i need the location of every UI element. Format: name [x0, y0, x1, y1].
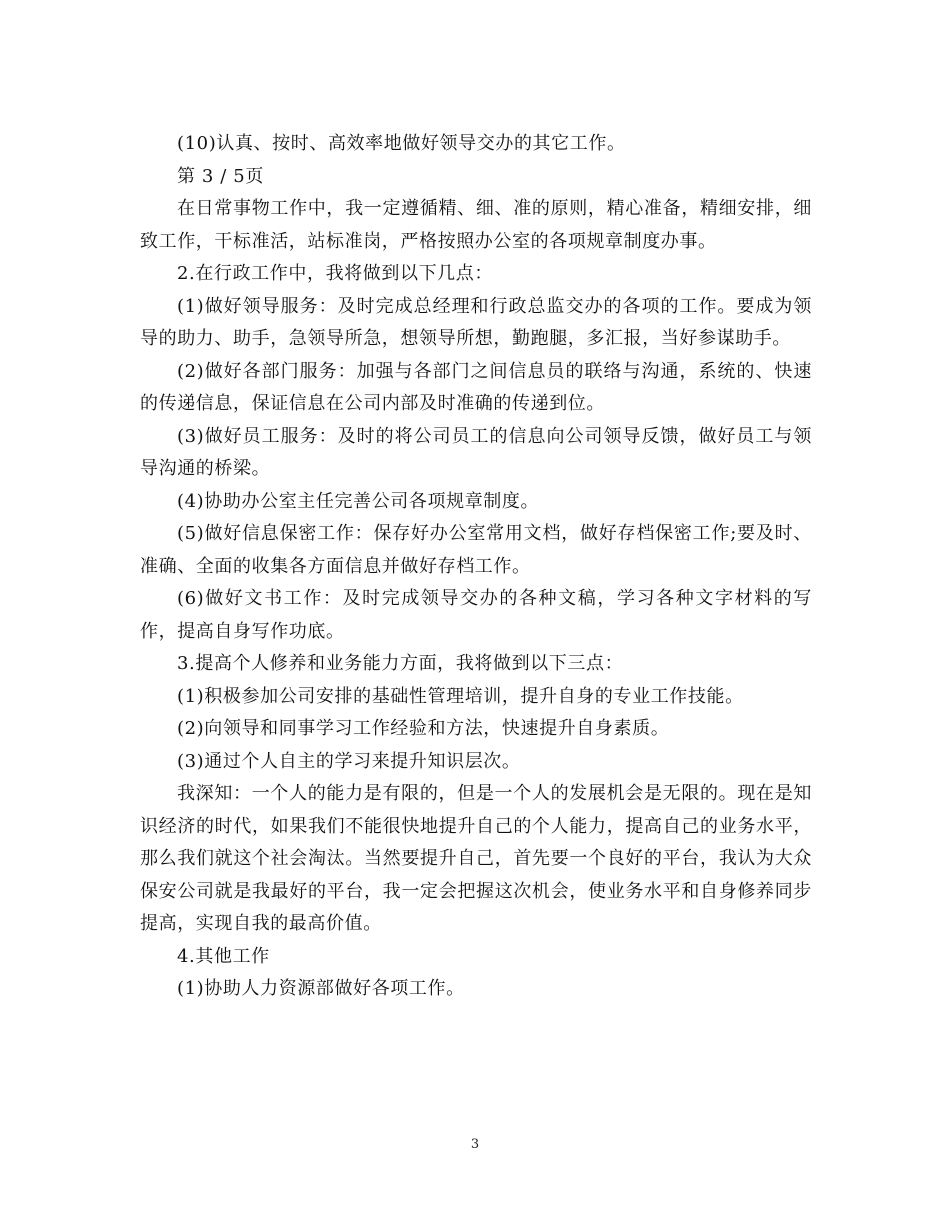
paragraph-self-study: (3)通过个人自主的学习来提升知识层次。 [177, 750, 521, 772]
paragraph-staff-service: (3)做好员工服务：及时的将公司员工的信息向公司领导反馈，做好员工与领导沟通的桥梁。 [140, 425, 812, 479]
paragraph-confidentiality: (5)做好信息保密工作：保存好办公室常用文档，做好存档保密工作;要及时、准确、全面的收集各方面信息并做好存档工作。 [140, 523, 812, 577]
paragraph-learn-from-colleagues: (2)向领导和同事学习工作经验和方法，快速提升自身素质。 [177, 718, 670, 739]
paragraph-section-3-heading: 3.提高个人修养和业务能力方面，我将做到以下三点： [177, 653, 624, 674]
paragraph-reflection: 我深知：一个人的能力是有限的，但是一个人的发展机会是无限的。现在是知识经济的时代，如果我们不能很快地提升自己的个人能力，提高自己的业务水平，那么我们就这个社会淘汰。当然要提升自己，首先要一个良好的平台，我认为大众保安公司就是我最好的平台，我一定会把握这次机会，使业务水平和自身修养同步提高，实现自我的最高价值。 [140, 783, 812, 934]
paragraph-section-4-heading: 4.其他工作 [177, 945, 270, 967]
page-number: 3 [470, 1137, 480, 1152]
paragraph-task-10: (10)认真、按时、高效率地做好领导交办的其它工作。 [177, 133, 626, 154]
paragraph-section-2-heading: 2.在行政工作中，我将做到以下几点： [177, 263, 493, 284]
paragraph-hr-assist: (1)协助人力资源部做好各项工作。 [177, 978, 465, 999]
paragraph-department-service: (2)做好各部门服务：加强与各部门之间信息员的联络与沟通，系统的、快速的传递信息，保证信息在公司内部及时准确的传递到位。 [140, 360, 812, 414]
paragraph-leader-service: (1)做好领导服务：及时完成总经理和行政总监交办的各项的工作。要成为领导的助力、助手，急领导所急，想领导所想，勤跑腿，多汇报，当好参谋助手。 [140, 295, 812, 349]
paragraph-page-marker: 第 3 / 5页 [177, 165, 264, 187]
paragraph-training: (1)积极参加公司安排的基础性管理培训，提升自身的专业工作技能。 [177, 685, 744, 707]
paragraph-documents: (6)做好文书工作：及时完成领导交办的各种文稿，学习各种文字材料的写作，提高自身写作功底。 [140, 588, 812, 642]
paragraph-rules: (4)协助办公室主任完善公司各项规章制度。 [177, 490, 540, 512]
body-text [140, 128, 812, 1006]
paragraph-daily-work: 在日常事物工作中，我一定遵循精、细、准的原则，精心准备，精细安排，细致工作，干标准活，站标准岗，严格按照办公室的各项规章制度办事。 [140, 198, 812, 252]
